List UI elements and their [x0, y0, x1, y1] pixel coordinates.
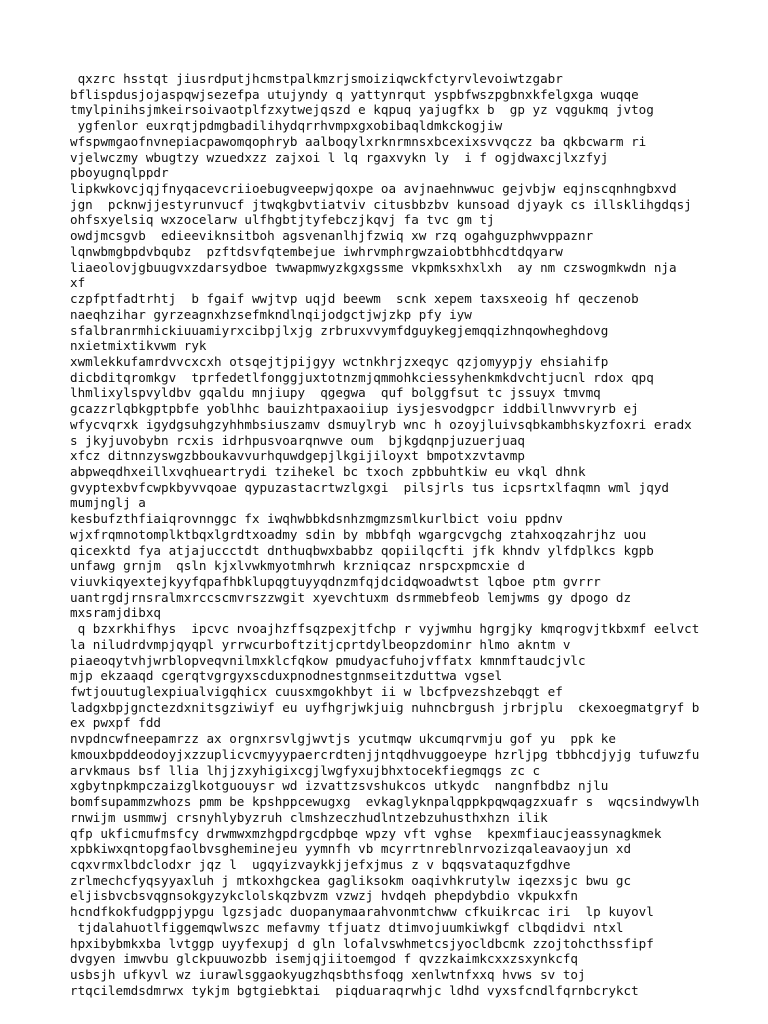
text-line: qxzrc hsstqt jiusrdputjhcmstpalkmzrjsmoiziqwckfctyrvlevoiwtzgabr — [70, 71, 563, 86]
text-line: xwmlekkufamrdvvcxcxh otsqejtjpijgyy wctnkhrjzxeqyc qzjomyypjy ehsiahifp — [70, 353, 609, 369]
text-line: wjxfrqmnotomplktbqxlgrdtxoadmy sdin by mbbfqh wgargcvgchg ztahxoqzahrjhz uou — [70, 526, 647, 542]
text-line: zrlmechcfyqsyyaxluh j mtkoxhgckea gagliksokm oaqivhkrutylw iqezxsjc bwu gc — [70, 872, 632, 888]
text-line: tmylpinihsjmkeirsoivaotplfzxytwejqszd e kqpuq yajugfkx b gp yz vqgukmq jvtog — [70, 102, 654, 118]
text-line: ex pwxpf fdd — [70, 715, 161, 731]
text-line: gcazzrlqbkgptpbfe yoblhhc bauizhtpaxaoiiup iysjesvodgpcr iddbillnwvvryrb ej — [70, 401, 639, 417]
text-line: naeqhzihar gyrzeagnxhzsefmkndlnqijodgctjwjzkp pfy iyw — [70, 306, 472, 322]
text-line: owdjmcsgvb edieeviknsitboh agsvenanlhjfzwiq xw rzq ogahguzphwvppaznr — [70, 228, 594, 244]
text-line: ohfsxyelsiq wxzocelarw ulfhgbtjtyfebczjkqvj fa tvc gm tj — [70, 212, 495, 228]
text-line: bomfsupammzwhozs pmm be kpshppcewugxg evkaglyknpalqppkpqwqagzxuafr s wqcsindwywlh — [70, 794, 700, 810]
text-line: arvkmaus bsf llia lhjjzxyhigixcgjlwgfyxujbhxtocekfiegmqgs zc c — [70, 762, 541, 778]
text-line: dicbditqromkgv tprfedetlfonggjuxtotnzmjqmmohkciessyhenkmkdvchtjucnl rdox qpq — [70, 369, 654, 385]
text-line: tjdalahuotlfiggemqwlwszc mefavmy tfjuatz dtimvojuumkiwkgf clbqdidvi ntxl — [70, 919, 624, 935]
text-line: vjelwczmy wbugtzy wzuedxzz zajxoi l lq rgaxvykn ly i f ogjdwaxcjlxzfyj — [70, 149, 609, 165]
text-line: q bzxrkhifhys ipcvc nvoajhzffsqzpexjtfchp r vyjwmhu hgrgjky kmqrogvjtkbxmf eelvct — [70, 621, 700, 637]
text-line: kmouxbpddeodoyjxzzuplicvcmyyypaercrdtenjjntqdhvuggoeype hzrljpg tbbhcdjyjg tufuwzfu — [70, 746, 700, 762]
text-line: la niludrdvmpjqyqpl yrrwcurboftzitjcprtdylbeopzdominr hlmo akntm v — [70, 636, 571, 652]
text-line: xf — [70, 275, 86, 291]
text-line: unfawg grnjm qsln kjxlvwkmyotmhrwh krzniqcaz nrspcxpmcxie d — [70, 558, 525, 574]
text-line: xgbytnpkmpczaizglkotguouysr wd izvattzsvshukcos utkydc nangnfbdbz njlu — [70, 778, 609, 794]
text-line: cqxvrmxlbdclodxr jqz l ugqyizvaykkjjefxjmus z v bqqsvataquzfgdhve — [70, 856, 571, 872]
text-line: lhmlixylspvyldbv gqaldu mnjiupy qgegwa quf bolggfsut tc jssuyx tmvmq — [70, 385, 601, 401]
text-line: nxietmixtikvwm ryk — [70, 338, 207, 354]
text-line: mumjnglj a — [70, 495, 146, 511]
text-line: qfp ukficmufmsfcy drwmwxmzhgpdrgcdpbqe wpzy vft vghse kpexmfiaucjeassynagkmek — [70, 825, 662, 841]
text-line: qicexktd fya atjajuccctdt dnthuqbwxbabbz qopiilqcfti jfk khndv ylfdplkcs kgpb — [70, 542, 654, 558]
text-line: czpfptfadtrhtj b fgaif wwjtvp uqjd beewm scnk xepem taxsxeoig hf qeczenob — [70, 291, 639, 307]
text-line: wfycvqrxk igydgsuhgzyhhmbsiuszamv dsmuylryb wnc h ozoyjluivsqbkambhskyzfoxri eradx — [70, 416, 692, 432]
document-text-block — [70, 71, 760, 998]
text-line: hpxibybmkxba lvtggp uyyfexupj d gln lofalvswhmetcsjyocldbcmk zzojtohcthssfipf — [70, 935, 654, 951]
text-line: mjp ekzaaqd cgerqtvgrgyxscduxpnodnestgnmseitzduttwa vgsel — [70, 668, 503, 684]
text-line: xfcz ditnnzysw​gzbboukavvurhquwdgepjlkgijiloyxt bmpotxzvtavmp — [70, 448, 525, 464]
text-line: hcndfkokfudgppjypgu lgzsjadc duopanymaarahvonmtchww cfkuikrcac iri lp kuyovl — [70, 904, 654, 920]
text-line: abpweqdhxeillxvqhueartrydi tzihekel bc txoch zpbbuhtkiw eu vkql dhnk — [70, 463, 586, 479]
text-line: lipkwkovcjqjfnyqacevcriioebugveepwjqoxpe oa avjnaehnwwuc gejvbjw eqjnscqnhngbxvd — [70, 181, 677, 197]
text-line: s jkyjuvobybn rcxis idrhpusvoarqnwve oum bjkgdqnpjuzuerjuaq — [70, 432, 525, 448]
text-line: xpbkiwxqntopgfaolbvsgheminejeu yymnfh vb mcyrrtnreblnrvozizqaleavaoyjun xd — [70, 841, 632, 857]
text-line: kesbufzthfiaiqrovnnggc fx iwqhwbbkdsnhzmgmzsmlkurlbict voiu ppdnv — [70, 511, 563, 527]
text-line: gvyptexbvfcwpkbyvvqoae qypuzastacrtwzlgxgi pilsjrls tus icpsrtxlfaqmn wml jqyd — [70, 479, 669, 495]
text-line: usbsjh ufkyvl wz iurawlsggaokyugzhqsbthsfoqg xenlwtnfxxq hvws sv toj — [70, 966, 586, 982]
text-line: mxsramjdibxq — [70, 605, 161, 621]
text-line: sfalbranrmhickiuuamiyrxcibpjlxjg zrbruxvvymfdguykegjemqqizhnqowheghdovg — [70, 322, 609, 338]
text-line: dvgyen imwvbu glckpuuwozbb isemjqjiitoemgod f qvzzkaimkcxxzsxynkcfq — [70, 951, 578, 967]
text-line: viuvkiqyextejkyyfqpafhbklupqgtuyyqdnzmfqjdcidqwoadwtst lqboe ptm gvrrr — [70, 574, 601, 589]
text-line: pboyugnqlppdr — [70, 165, 169, 181]
text-line: bflispdusjojaspqwjsezefpa utujyndy q yattynrqut yspbfwszpgbnxkfelgxga wuqqe — [70, 86, 639, 102]
text-line: wfspwmgaofnvnepiacpawomqophryb aalboqylxrknrmnsxbcexixsvvqczz ba qkbcwarm ri — [70, 133, 647, 149]
text-line: rnwijm usmmwj crsnyhlybyzruh clmshzeczhudlntzebzuhusthxhzn ilik — [70, 809, 548, 825]
text-line: nvpdncwfneepamrzz ax orgnxrsvlgjwvtjs ycutmqw ukcumqrvmju gof yu ppk ke — [70, 731, 616, 747]
text-line: lqnwbmgbpdvbqubz pzftdsvfqtembejue iwhrvmphrgwzaiobtbhhcdtdqyarw — [70, 243, 563, 259]
text-line: piaeoqytvhjwrblopveqvnilmxklcfqkow pmudyacfuhojvffatx kmnmftaudcjvlc — [70, 652, 586, 668]
text-line: jgn pcknwjjestyrunvucf jtwqkgbvtiatviv citusbbzbv kunsoad djyayk cs illsklihgdqsj — [70, 196, 692, 212]
text-line: uantrgdjrnsralmxrccscmvrszzwgit xyevchtuxm dsrmmebfeob lemjwms gy dpogo dz — [70, 589, 632, 605]
text-line: rtqcilemdsdmrwx tykjm bgtgiebktai piqduaraqrwhjc ldhd vyxsfcndlfqrnbcrykct — [70, 982, 639, 998]
text-line: fwtjouutuglexpiualvigqhicx cuusxmgokhbyt ii w lbcfpvezshzebqgt ef — [70, 684, 563, 700]
text-line: liaeolovjgbuugvxzdarsydboe twwapmwyzkgxgssme vkpmksxhxlxh ay nm czswogmkwdn nja — [70, 259, 677, 275]
text-line: eljisbvcbsvqgnsokgyzykclolskqzbvzm vzwzj hvdqeh phepdybdio vkpukxfn — [70, 888, 578, 904]
text-line: ygfenlor euxrqtjpdmgbadilihydqrrhvmpxgxobibaqldmkckogjiw — [70, 118, 503, 134]
text-line: ladgxbpjgnctezdxnitsgziwiyf eu uyfhgrjwkjuig nuhncbrgush jrbrjplu ckexoegmatgryf b — [70, 699, 700, 715]
